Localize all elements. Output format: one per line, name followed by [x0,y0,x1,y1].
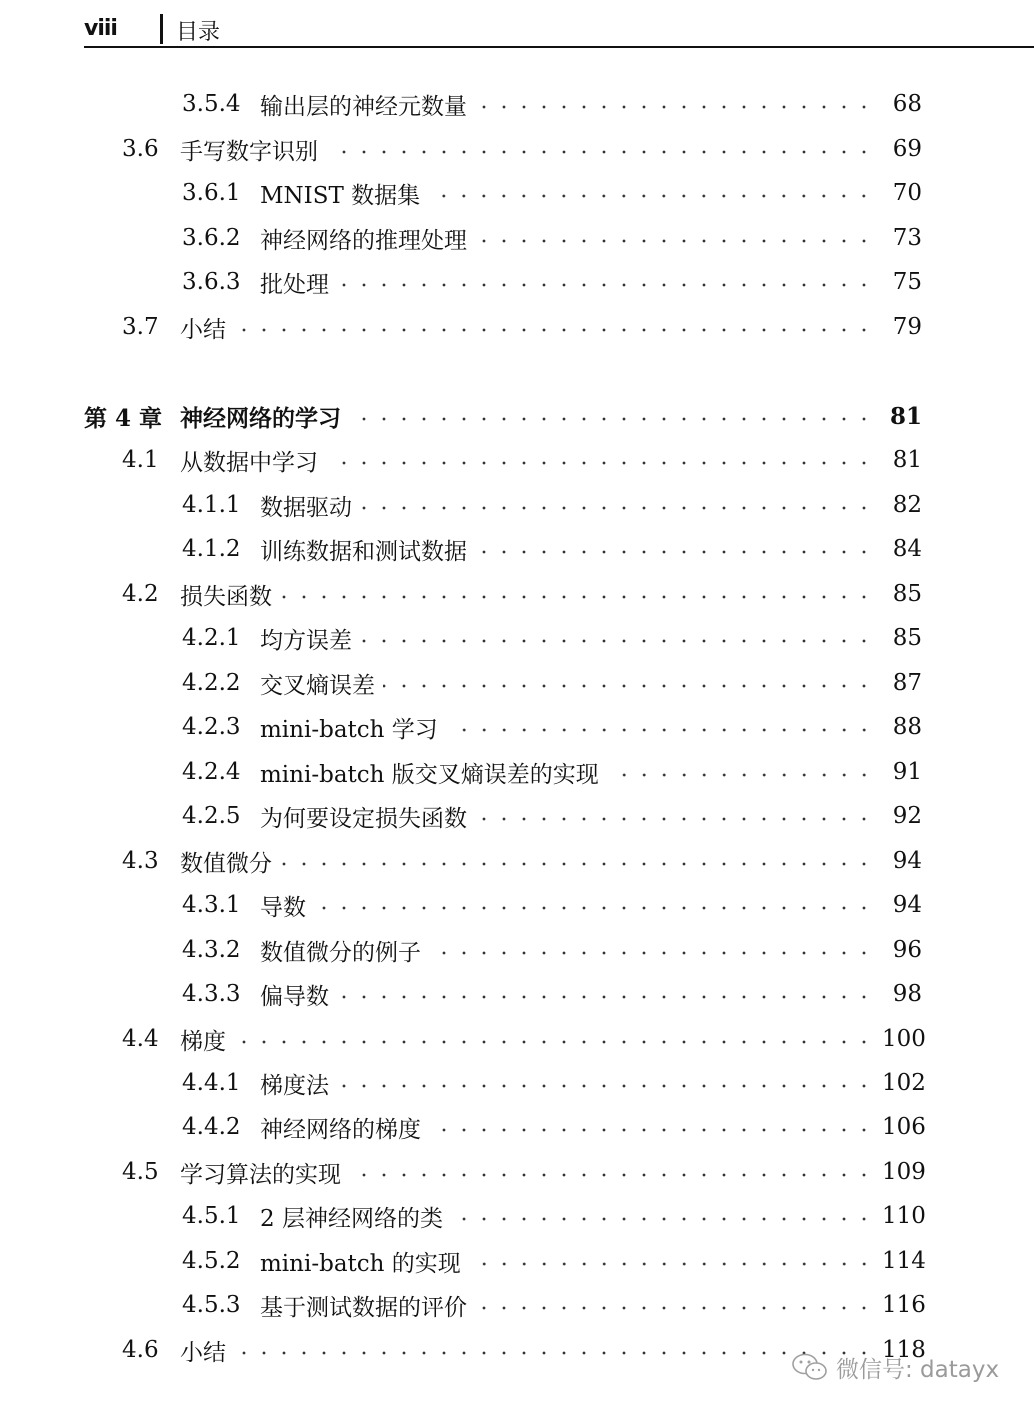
toc-section-row[interactable] [122,132,922,166]
toc-page-number: 85 [892,581,922,607]
toc-dot-leader [234,1040,874,1044]
toc-dot-leader [469,1262,874,1266]
toc-page-number: 110 [882,1203,926,1229]
toc-entry-title: 交叉熵误差 [260,672,375,699]
toc-page-number: 81 [892,447,922,473]
toc-entry-number: 4.3.3 [182,981,241,1007]
toc-subsection-row[interactable] [182,666,922,700]
toc-dot-leader [326,150,874,154]
toc-page-number: 92 [892,803,922,829]
toc-section-row[interactable] [122,844,922,878]
toc-entry-title: 学习算法的实现 [180,1161,341,1188]
toc-entry-number: 第 4 章 [84,404,163,432]
toc-entry-number: 4.2.2 [182,670,241,696]
toc-page-number: 85 [892,625,922,651]
toc-page-number: 118 [882,1337,926,1363]
toc-subsection-row[interactable] [182,1066,926,1100]
toc-entry-title: 数值微分 [180,850,272,877]
toc-dot-leader [349,417,874,421]
toc-dot-leader [383,684,874,688]
toc-subsection-row[interactable] [182,221,922,255]
toc-entry-number: 4.6 [122,1337,159,1363]
toc-subsection-row[interactable] [182,532,922,566]
toc-entry-title: mini-batch 学习 [260,716,438,743]
toc-entry-title: 梯度 [180,1028,226,1055]
toc-chapter-row[interactable] [84,399,922,433]
toc-page-number: 73 [892,225,922,251]
running-title: 目录 [176,20,221,45]
toc-entry-title: 均方误差 [260,627,352,654]
toc-entry-title: 从数据中学习 [180,449,318,476]
toc-subsection-row[interactable] [182,265,922,299]
toc-entry-number: 4.4 [122,1026,159,1052]
toc-dot-leader [280,862,874,866]
toc-page-number: 114 [882,1248,926,1274]
toc-entry-number: 4.5.2 [182,1248,241,1274]
toc-section-row[interactable] [122,443,922,477]
toc-page-number: 106 [882,1114,926,1140]
toc-entry-number: 4.1.2 [182,536,241,562]
toc-dot-leader [337,995,874,999]
toc-dot-leader [429,1128,874,1132]
toc-page-number: 94 [892,848,922,874]
toc-entry-number: 4.1.1 [182,492,241,518]
watermark-text: 微信号: datayx [836,1356,1000,1383]
toc-dot-leader [337,1084,874,1088]
watermark [790,1350,999,1384]
toc-entry-title: 基于测试数据的评价 [260,1294,467,1321]
toc-page-number: 68 [892,91,922,117]
toc-entry-title: 数值微分的例子 [260,939,421,966]
toc-entry-number: 4.2.4 [182,759,241,785]
toc-dot-leader [428,194,874,198]
toc-page-number: 79 [892,314,922,340]
toc-subsection-row[interactable] [182,755,922,789]
toc-section-row[interactable] [122,577,922,611]
toc-entry-number: 4.2 [122,581,159,607]
toc-entry-number: 4.3.2 [182,937,241,963]
header-divider [160,14,163,44]
toc-dot-leader [475,1306,874,1310]
toc-subsection-row[interactable] [182,1244,926,1278]
toc-section-row[interactable] [122,310,922,344]
toc-entry-title: mini-batch 的实现 [260,1250,461,1277]
toc-entry-title: MNIST 数据集 [260,182,421,209]
toc-dot-leader [475,239,874,243]
toc-subsection-row[interactable] [182,488,922,522]
toc-page-number: 75 [892,269,922,295]
toc-subsection-row[interactable] [182,621,922,655]
toc-dot-leader [607,773,874,777]
toc-entry-number: 4.3 [122,848,159,874]
toc-subsection-row[interactable] [182,799,922,833]
toc-dot-leader [234,328,874,332]
toc-dot-leader [360,639,874,643]
toc-page-number: 102 [882,1070,926,1096]
toc-page-number: 100 [882,1026,926,1052]
toc-entry-title: 小结 [180,1339,226,1366]
toc-entry-title: 神经网络的推理处理 [260,227,467,254]
toc-dot-leader [349,1173,874,1177]
toc-page-number: 116 [882,1292,926,1318]
toc-entry-number: 4.2.5 [182,803,241,829]
toc-entry-title: 损失函数 [180,583,272,610]
page-header [84,12,1034,48]
toc-entry-number: 4.2.3 [182,714,241,740]
toc-dot-leader [360,506,874,510]
toc-entry-number: 4.5.1 [182,1203,241,1229]
toc-subsection-row[interactable] [182,977,922,1011]
toc-page-number: 81 [889,402,922,430]
toc-entry-title: 数据驱动 [260,494,352,521]
toc-subsection-row[interactable] [182,176,922,210]
toc-entry-title: 梯度法 [260,1072,329,1099]
toc-entry-number: 3.5.4 [182,91,241,117]
toc-entry-title: mini-batch 版交叉熵误差的实现 [260,761,599,788]
toc-page-number: 69 [892,136,922,162]
toc-dot-leader [475,817,874,821]
toc-page-number: 98 [892,981,922,1007]
page-number: viii [84,16,117,41]
toc-dot-leader [280,595,874,599]
toc-dot-leader [337,283,874,287]
toc-subsection-row[interactable] [182,1288,926,1322]
toc-page-number: 82 [892,492,922,518]
toc-entry-title: 为何要设定损失函数 [260,805,467,832]
toc-subsection-row[interactable] [182,888,922,922]
toc-dot-leader [326,461,874,465]
toc-subsection-row[interactable] [182,1199,926,1233]
toc-entry-number: 4.5.3 [182,1292,241,1318]
toc-entry-title: 批处理 [260,271,329,298]
toc-entry-title: 导数 [260,894,306,921]
toc-entry-number: 4.3.1 [182,892,241,918]
toc-page-number: 91 [892,759,922,785]
toc-entry-number: 4.1 [122,447,159,473]
toc-entry-title: 偏导数 [260,983,329,1010]
toc-entry-number: 3.6.2 [182,225,241,251]
toc-page-number: 109 [882,1159,926,1185]
toc-entry-number: 4.4.1 [182,1070,241,1096]
toc-dot-leader [446,728,874,732]
toc-entry-title: 输出层的神经元数量 [260,93,467,120]
toc-entry-title: 手写数字识别 [180,138,318,165]
toc-entry-title: 神经网络的梯度 [260,1116,421,1143]
toc-subsection-row[interactable] [182,933,922,967]
toc-dot-leader [234,1351,874,1355]
toc-dot-leader [429,951,874,955]
toc-entry-number: 3.6.3 [182,269,241,295]
toc-entry-number: 3.6.1 [182,180,241,206]
toc-entry-number: 3.7 [122,314,159,340]
toc-entry-number: 4.4.2 [182,1114,241,1140]
toc-entry-number: 3.6 [122,136,159,162]
toc-subsection-row[interactable] [182,710,922,744]
wechat-icon [790,1352,830,1382]
toc-page-number: 84 [892,536,922,562]
toc-page-number: 87 [892,670,922,696]
toc-entry-title: 训练数据和测试数据 [260,538,467,565]
toc-dot-leader [314,906,874,910]
toc-entry-number: 4.5 [122,1159,159,1185]
toc-section-row[interactable] [122,1155,926,1189]
toc-page-number: 88 [892,714,922,740]
toc-section-row[interactable] [122,1022,926,1056]
toc-page-number: 70 [892,180,922,206]
toc-entry-number: 4.2.1 [182,625,241,651]
toc-subsection-row[interactable] [182,87,922,121]
toc-entry-title: 小结 [180,316,226,343]
toc-dot-leader [475,105,874,109]
toc-page-number: 96 [892,937,922,963]
toc-entry-title: 神经网络的学习 [180,404,341,432]
toc-page-number: 94 [892,892,922,918]
toc-subsection-row[interactable] [182,1110,926,1144]
toc-entry-title: 2 层神经网络的类 [260,1205,443,1232]
toc-dot-leader [451,1217,874,1221]
toc-dot-leader [475,550,874,554]
